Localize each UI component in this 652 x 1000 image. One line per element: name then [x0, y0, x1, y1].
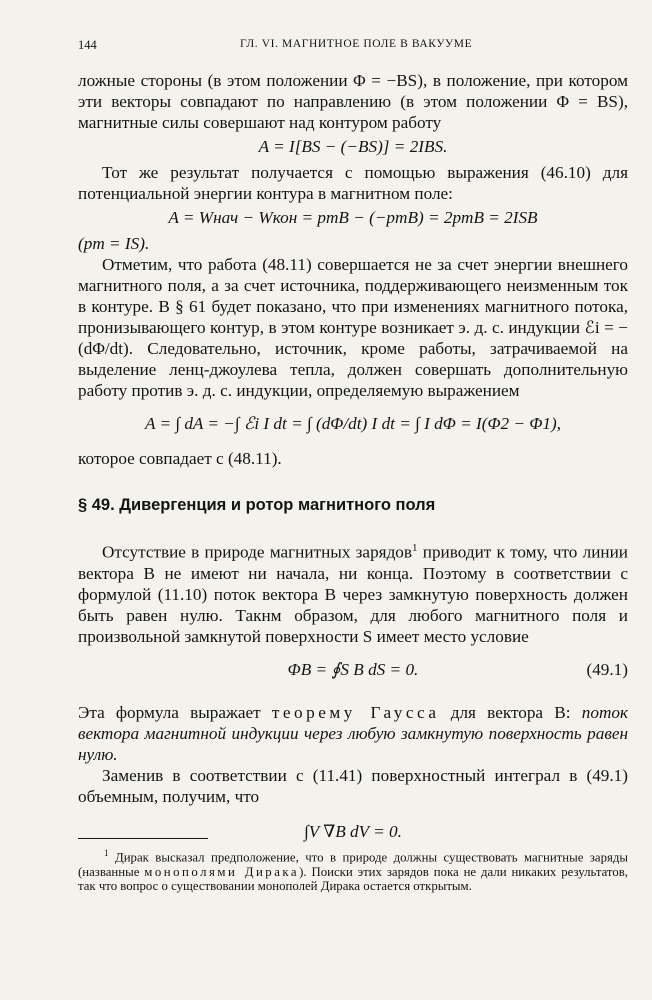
- page-number: 144: [78, 38, 97, 52]
- footnote-reference: 1: [412, 542, 418, 554]
- equation-number: (49.1): [586, 659, 628, 679]
- footnote-text-b: ). Поиски этих зарядов пока не дали никаких результатов, так что вопрос о существовании монополей Дирака остается открытым.: [78, 864, 628, 894]
- formula-potential-energy-tail: (pm = IS).: [78, 234, 150, 253]
- paragraph-5-part-a: Отсутствие в природе магнитных зарядов: [102, 542, 413, 562]
- paragraph-5-part-b: приводит к тому, что линии вектора B не имеют ни начала, ни конца. Поэтому в соответствии с формулой (11.10) поток вектора B через замкнутую поверхность должен быть равен нулю. Такнм образом, для любого магнитного поля и произвольной замкнутой поверхности S имеет место условие: [78, 542, 628, 646]
- paragraph-2: Тот же результат получается с помощью выражения (46.10) для потенциальной энергии контура в магнитном поле:: [78, 163, 628, 203]
- page-body: [78, 70, 628, 842]
- paragraph-6: [78, 702, 628, 765]
- paragraph-6-mid: для вектора B:: [439, 702, 582, 722]
- paragraph-4: которое совпадает с (48.11).: [78, 449, 282, 468]
- paragraph-5: [78, 538, 628, 647]
- footnote-divider: [78, 838, 208, 839]
- paragraph-3: Отметим, что работа (48.11) совершается не за счет энергии внешнего магнитного поля, а за счет источника, поддерживающего неизменным ток в контуре. В § 61 будет показано, что при изменениях магнитного потока, пронизывающего контур, в этом контуре возникает э. д. с. индукции ℰi = −(dΦ/dt). Следовательно, источник, кроме работы, затрачиваемой на выделение ленц-джоулева тепла, должен совершать дополнительную работу против э. д. с. индукции, определяемую выражением: [78, 255, 628, 400]
- formula-gauss-theorem: [78, 659, 628, 680]
- footnote-monopoles-term: монополями Дирака: [144, 864, 300, 879]
- formula-divergence: ∫V ∇B dV = 0.: [304, 821, 402, 841]
- paragraph-7: Заменив в соответствии с (11.41) поверхностный интеграл в (49.1) объемным, получим, что: [78, 765, 628, 806]
- paragraph-1: ложные стороны (в этом положении Φ = −BS), в положение, при котором эти векторы совпадают по направлению (в этом положении Φ = BS), магнитные силы совершают над контуром работу: [78, 71, 628, 132]
- running-title: ГЛ. VI. МАГНИТНОЕ ПОЛЕ В ВАКУУМЕ: [240, 38, 473, 50]
- formula-potential-energy: A = Wнач − Wкон = pmB − (−pmB) = 2pmB = 2ISB: [168, 208, 538, 227]
- section-heading: § 49. Дивергенция и ротор магнитного поля: [78, 496, 436, 514]
- page-header: [78, 38, 598, 54]
- footnote-marker: 1: [104, 848, 109, 858]
- paragraph-6-lead: Эта формула выражает: [78, 702, 272, 722]
- formula-gauss-expression: ΦB = ∮S B dS = 0.: [287, 659, 419, 679]
- formula-work-contour: A = I[BS − (−BS)] = 2IBS.: [258, 137, 448, 156]
- footnote-text-a: Дирак высказал предположение, что в природе должны существовать магнитные заряды (названные: [78, 850, 628, 879]
- gauss-theorem-term: теорему Гаусса: [271, 702, 440, 722]
- footnote: [78, 846, 628, 894]
- gauss-theorem-statement: поток вектора магнитной индукции через любую замкнутую поверхность равен нулю.: [78, 702, 628, 764]
- formula-source-work: A = ∫ dA = −∫ ℰi I dt = ∫ (dΦ/dt) I dt = ∫ I dΦ = I(Φ2 − Φ1),: [144, 414, 562, 433]
